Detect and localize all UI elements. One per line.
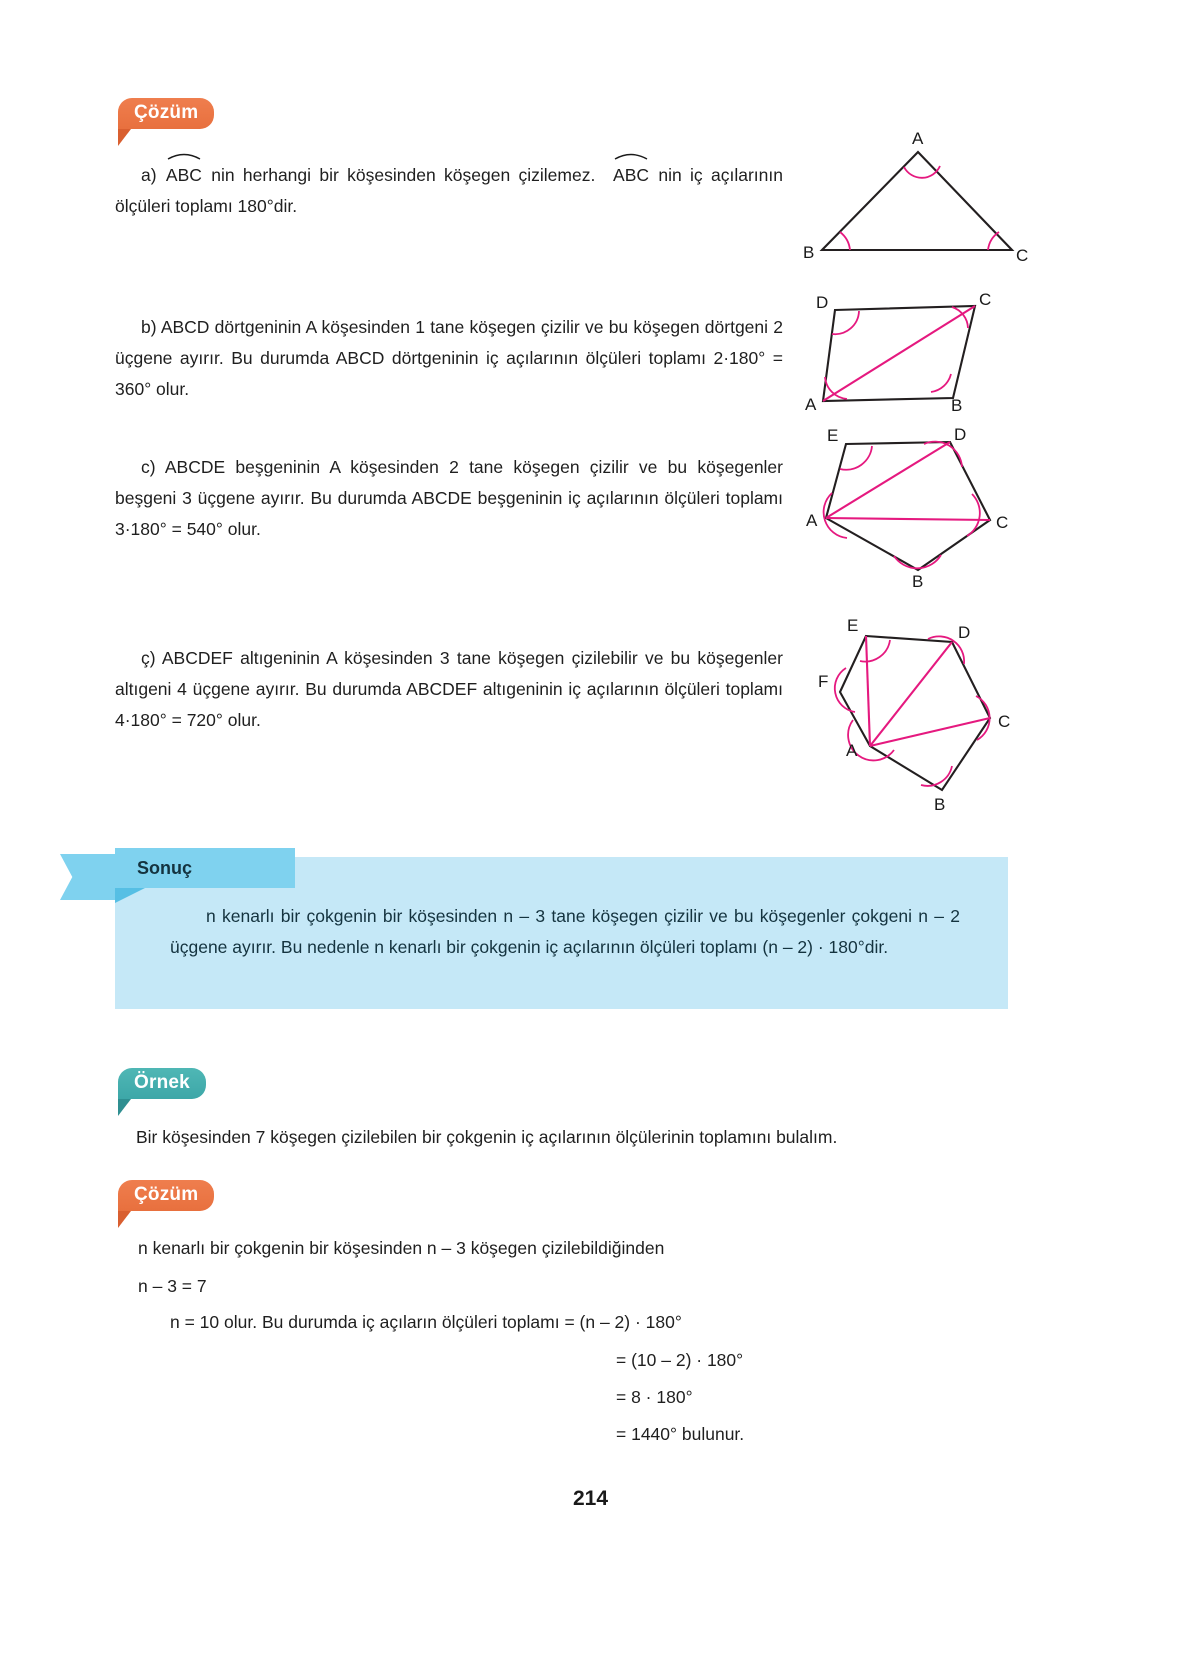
solution2-line5-text: = 8 · 180°: [616, 1387, 693, 1407]
vertex-label-a: A: [846, 741, 858, 760]
hexagon-outline: [840, 636, 990, 790]
solution-item-cc: [115, 643, 783, 736]
diagonal-a-c: [823, 306, 975, 401]
arc-glyph-icon: [167, 151, 201, 160]
ornek-badge-label: Örnek: [134, 1072, 190, 1093]
figure-triangle-abc: [800, 129, 1030, 272]
ornek-question: [136, 1122, 966, 1153]
solution2-line2-text: n – 3 = 7: [138, 1276, 207, 1296]
arc-notation-abc-1: [165, 160, 203, 191]
sonuc-callout: [60, 845, 1060, 1025]
pentagon-abcde-svg: [806, 425, 1010, 591]
vertex-label-b: B: [934, 795, 946, 814]
page-number-text: 214: [572, 1487, 609, 1510]
cozum-badge-2: [118, 1180, 214, 1211]
vertex-label-d: D: [954, 425, 967, 444]
angle-arc-b: [840, 232, 850, 250]
diagonal-a-e: [866, 636, 870, 746]
solution-item-b: [115, 312, 783, 405]
angle-arc-c: [952, 307, 968, 328]
page-number: [0, 1487, 1181, 1511]
ornek-badge: [118, 1068, 206, 1099]
figure-quadrilateral-abcd: [805, 290, 1005, 415]
angle-arc-b: [931, 374, 951, 392]
angle-arc-c: [967, 494, 980, 536]
solution2-line4-text: = (10 – 2) · 180°: [616, 1350, 744, 1370]
ornek-question-text: Bir köşesinden 7 köşegen çizilebilen bir çokgenin iç açılarının ölçülerinin toplamını bulalım.: [136, 1127, 838, 1147]
solution2-line3-text: n = 10 olur. Bu durumda iç açıların ölçüleri toplamı = (n – 2) · 180°: [170, 1312, 682, 1332]
pentagon-outline: [826, 442, 990, 570]
angle-arc-b: [894, 555, 941, 568]
sonuc-ribbon-tail: [60, 854, 116, 900]
cozum-badge-2-label: Çözüm: [134, 1184, 199, 1205]
solution2-line2: [138, 1271, 207, 1302]
triangle-outline: [822, 152, 1012, 250]
angle-arc-a: [904, 166, 940, 178]
vertex-label-d: D: [958, 623, 971, 642]
angle-arc-d: [832, 311, 859, 334]
solution2-line1: [138, 1233, 664, 1264]
solution2-line1-text: n kenarlı bir çokgenin bir köşesinden n – 3 köşegen çizilebildiğinden: [138, 1238, 665, 1258]
vertex-label-a: A: [806, 511, 818, 530]
arc-notation-abc-2-text: ABC: [613, 165, 649, 185]
sonuc-ribbon-label: Sonuç: [137, 857, 193, 878]
sonuc-text: [170, 901, 960, 963]
sonuc-ribbon: [115, 848, 295, 888]
vertex-label-d: D: [816, 293, 829, 312]
vertex-label-c: C: [1016, 246, 1029, 265]
solution2-line5: [616, 1382, 693, 1413]
figure-pentagon-abcde: [806, 425, 1010, 591]
solution-item-a-text2: nin iç açılarının ölçüleri toplamı 180°dir.: [115, 165, 783, 216]
solution2-line6-text: = 1440° bulunur.: [616, 1424, 745, 1444]
quadrilateral-abcd-svg: [805, 290, 1005, 415]
arc-notation-abc-2: [612, 160, 650, 191]
cozum-badge-1-label: Çözüm: [134, 102, 199, 123]
angle-arc-f: [835, 668, 855, 712]
triangle-abc-svg: [800, 129, 1030, 272]
diagonal-a-c: [826, 518, 990, 520]
vertex-label-f: F: [818, 672, 829, 691]
vertex-label-a: A: [912, 129, 924, 148]
vertex-label-a: A: [805, 395, 817, 414]
arc-glyph-icon: [614, 151, 648, 160]
solution-item-c: [115, 452, 783, 545]
sonuc-text-content: n kenarlı bir çokgenin bir köşesinden n – 3 tane köşegen çizilir ve bu köşegenler çokgeni n – 2 üçgene ayırır. Bu nedenle n kenarlı bir çokgenin iç açılarının ölçüleri toplamı (n – 2) · 180°dir.: [170, 906, 960, 957]
solution-item-a-text1: nin herhangi bir köşesinden köşegen çizilemez.: [211, 165, 596, 185]
solution2-line3: [170, 1307, 682, 1338]
solution-item-a: [115, 160, 783, 222]
solution-item-cc-text: ç) ABCDEF altıgeninin A köşesinden 3 tane köşegen çizilebilir ve bu köşegenler altıgeni 4 üçgene ayırır. Bu durumda ABCDEF altıgeninin iç açılarının ölçüleri toplamı 4·180° = 720° olur.: [115, 648, 783, 730]
diagonal-a-d: [826, 442, 950, 518]
vertex-label-c: C: [996, 513, 1009, 532]
vertex-label-e: E: [827, 426, 839, 445]
vertex-label-b: B: [803, 243, 815, 262]
cozum-badge-1: [118, 98, 214, 129]
vertex-label-b: B: [951, 396, 963, 415]
solution2-line4: [616, 1345, 743, 1376]
solution-item-c-text: c) ABCDE beşgeninin A köşesinden 2 tane köşegen çizilir ve bu köşegenler beşgeni 3 üçgene ayırır. Bu durumda ABCDE beşgeninin iç açılarının ölçüleri toplamı 3·180° = 540° olur.: [115, 457, 783, 539]
solution-item-a-label: a): [141, 165, 157, 185]
solution2-line6: [616, 1419, 744, 1450]
angle-arc-e: [860, 640, 890, 662]
figure-hexagon-abcdef: [818, 616, 1018, 815]
vertex-label-b: B: [912, 572, 924, 591]
solution-item-b-text: b) ABCD dörtgeninin A köşesinden 1 tane köşegen çizilir ve bu köşegen dörtgeni 2 üçgene ayırır. Bu durumda ABCD dörtgeninin iç açılarının ölçüleri toplamı 2·180° = 360° olur.: [115, 317, 783, 399]
arc-notation-abc-1-text: ABC: [165, 165, 202, 185]
vertex-label-c: C: [979, 290, 992, 309]
vertex-label-c: C: [998, 712, 1011, 731]
vertex-label-e: E: [847, 616, 859, 635]
hexagon-abcdef-svg: [818, 616, 1018, 815]
